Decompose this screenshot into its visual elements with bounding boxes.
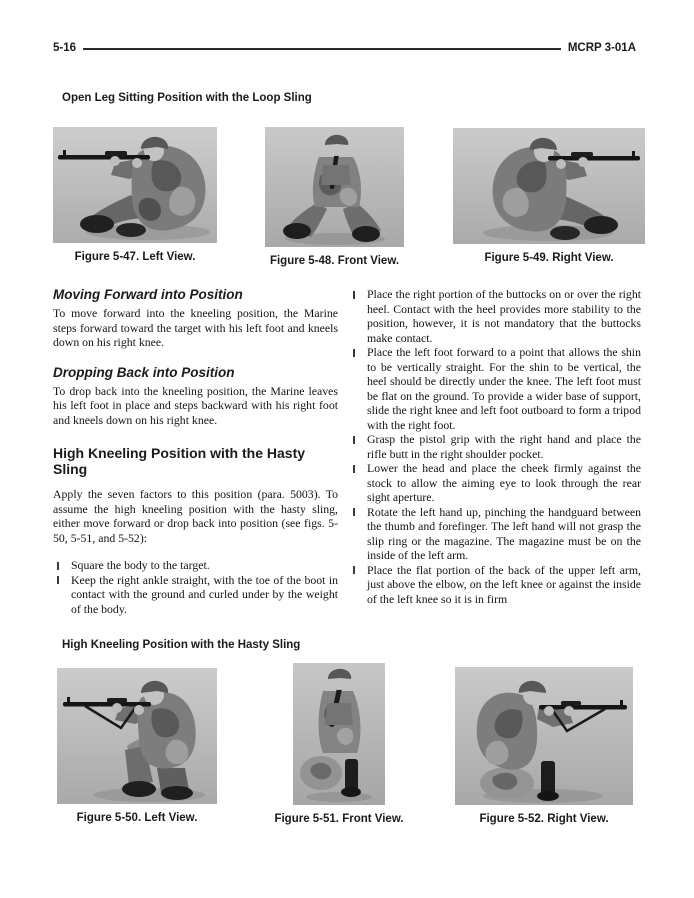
bullet-item: [349, 563, 641, 607]
left-bullet-list: [53, 558, 338, 616]
figure-caption: Figure 5-52. Right View.: [479, 813, 609, 825]
doc-code: MCRP 3-01A: [567, 42, 636, 54]
figure-5-47-photo-sitting-left-view: [53, 127, 217, 243]
figure-caption: Figure 5-49. Right View.: [484, 252, 614, 264]
figure-caption: Figure 5-51. Front View.: [274, 813, 404, 825]
bullet-icon: [353, 566, 355, 574]
figure-5-50-photo-kneeling-left-view: [57, 668, 217, 804]
bullet-text: Place the right portion of the buttocks on or over the right heel. Contact with the heel provides more stability to the position, however, it is not mandatory that the buttocks make contact.: [367, 287, 641, 345]
bullet-text: Square the body to the target.: [71, 558, 210, 572]
bullet-text: Lower the head and place the cheek firmly against the stock to allow the aiming eye to look through the rear sight aperture.: [367, 461, 641, 504]
figure-5-52: [455, 667, 633, 825]
section-heading-open-leg-sitting: Open Leg Sitting Position with the Loop Sling: [62, 92, 312, 104]
bullet-item: [349, 505, 641, 563]
figure-5-52-photo-kneeling-right-view: [455, 667, 633, 805]
bullet-icon: [353, 291, 355, 299]
left-text-column: [53, 287, 338, 616]
figure-caption: Figure 5-50. Left View.: [76, 812, 198, 824]
figure-5-48-photo-sitting-front-view: [265, 127, 404, 247]
bullet-item: [53, 573, 338, 617]
bullet-text: Place the flat portion of the back of the upper left arm, just above the elbow, on the left knee or against the inside of the left knee so it is in firm: [367, 562, 641, 606]
bullet-item: [349, 461, 641, 505]
right-bullet-list: [349, 287, 641, 606]
bullet-icon: [57, 576, 59, 584]
bullet-item: [349, 432, 641, 461]
bullet-icon: [353, 465, 355, 473]
figure-caption: Figure 5-47. Left View.: [74, 251, 196, 263]
figure-5-50: [57, 668, 217, 824]
para-moving-forward: To move forward into the kneeling position, the Marine steps forward toward the target with his left foot and kneels down on his right knee.: [53, 306, 338, 349]
figure-5-49-photo-sitting-right-view: [453, 128, 645, 244]
bullet-icon: [353, 436, 355, 444]
bullet-text: Rotate the left hand up, pinching the handguard between the thumb and forefinger. The left hand will not grasp the slip ring or the magazine. The magazine must be on the inside of the left arm.: [367, 504, 641, 562]
figure-5-49: [453, 128, 645, 264]
heading-dropping-back: Dropping Back into Position: [53, 364, 235, 380]
bullet-icon: [353, 349, 355, 357]
para-dropping-back: To drop back into the kneeling position, the Marine leaves his left foot in place and steps backward with his right foot and kneels down on his right knee.: [53, 383, 338, 427]
bullet-item: [349, 345, 641, 432]
page-header: [53, 42, 636, 54]
header-rule: [83, 48, 561, 50]
figure-5-47: [53, 127, 217, 263]
figure-5-51: [274, 663, 404, 825]
bullet-text: Place the left foot forward to a point that allows the shin to be vertically straight. For the shin to be vertical, the heel should be directly under the knee. The left foot must be flat on the ground. To provide a wider base of support, slide the right knee and left foot outboard to form a tripod with the right foot.: [367, 345, 641, 432]
bullet-icon: [353, 508, 355, 516]
bullet-item: [53, 558, 338, 573]
para-high-kneeling: Apply the seven factors to this position (para. 5003). To assume the high kneeling position with the hasty sling, either move forward or drop back into position (see figs. 5-50, 5-51, and 5-52):: [53, 487, 338, 545]
section-heading-high-kneeling: High Kneeling Position with the Hasty Sling: [62, 639, 301, 651]
bullet-icon: [57, 562, 59, 570]
bullet-text: Grasp the pistol grip with the right hand and place the rifle butt in the right shoulder pocket.: [367, 432, 641, 461]
heading-high-kneeling-hasty-sling: High Kneeling Position with the Hasty Sling: [53, 445, 306, 477]
page-number: 5-16: [53, 42, 77, 54]
right-text-column: [349, 287, 641, 606]
bullet-item: [349, 287, 641, 345]
figure-caption: Figure 5-48. Front View.: [269, 255, 400, 267]
bullet-text: Keep the right ankle straight, with the toe of the boot in contact with the ground and curled under by the weight of the body.: [71, 572, 338, 616]
heading-moving-forward: Moving Forward into Position: [53, 287, 243, 302]
figure-5-48: [265, 127, 404, 267]
figure-5-51-photo-kneeling-front-view: [293, 663, 385, 805]
